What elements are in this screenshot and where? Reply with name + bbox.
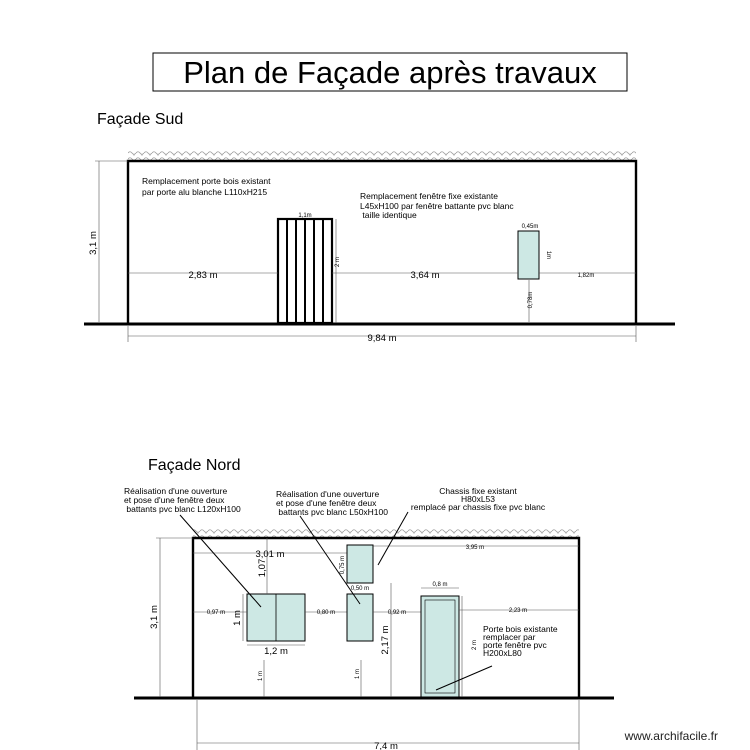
sud-door-note-2: par porte alu blanche L110xH215: [142, 187, 268, 197]
nord-chassis-width: 0,50 m: [350, 586, 370, 592]
nord-chassis-sill: 2,17 m: [380, 625, 391, 655]
sud-door: [278, 219, 332, 323]
nord-chassis-height: 0,75 m: [340, 555, 346, 575]
nord-door-note-3: porte fenêtre pvc: [483, 640, 547, 650]
nord-large-window-sill: 1 m: [258, 670, 264, 682]
nord-large-window-width: 1,2 m: [264, 646, 288, 657]
sud-window-note-2: L45xH100 par fenêtre battante pvc blanc: [360, 201, 514, 211]
nord-chassis: [347, 545, 373, 583]
sud-total-width: 9,84 m: [367, 333, 397, 344]
plan-title: Plan de Façade après travaux: [183, 55, 597, 90]
sud-roof: [128, 150, 636, 161]
nord-small-window-note-3: battants pvc blanc L50xH100: [276, 507, 388, 517]
facade-sud: [84, 111, 675, 344]
sud-dim-left-door: 2,83 m: [188, 270, 218, 281]
nord-small-window-note-2: et pose d'une fenêtre deux: [276, 498, 377, 508]
nord-dim-left-chassis: 3,01 m: [255, 549, 285, 560]
sud-window-note-1: Remplacement fenêtre fixe existante: [360, 191, 498, 201]
nord-door-width: 0,8 m: [432, 582, 448, 588]
sud-door-height: 2 m: [335, 256, 341, 268]
facade-nord-heading: Façade Nord: [148, 457, 241, 474]
nord-door-note-1: Porte bois existante: [483, 624, 558, 634]
nord-chassis-note-2: H80xL53: [460, 494, 496, 504]
sud-window-note-3: taille identique: [360, 210, 417, 220]
facade-nord: [124, 457, 614, 750]
facade-sud-heading: Façade Sud: [97, 111, 184, 128]
nord-total-width: 7,4 m: [374, 741, 398, 750]
sud-dim-door-window: 3,64 m: [410, 270, 440, 281]
nord-small-window-to-door: 0,92 m: [387, 610, 407, 616]
nord-chassis-note-3: remplacé par chassis fixe pvc blanc: [410, 502, 546, 512]
sud-window-height: 1m: [545, 250, 551, 260]
nord-small-window: [347, 594, 373, 641]
nord-door-note-4: H200xL80: [483, 648, 522, 658]
archifacile-watermark: www.archifacile.fr: [624, 729, 718, 743]
nord-chassis-note-1: Chassis fixe existant: [439, 486, 517, 496]
sud-window-sill: 0,78m: [528, 291, 534, 309]
nord-dim-chassis-right: 3,95 m: [465, 545, 485, 551]
sud-height-label: 3,1 m: [88, 231, 99, 255]
nord-left-to-window: 0,97 m: [206, 610, 226, 616]
nord-door: [421, 596, 459, 697]
sud-window: [518, 231, 539, 279]
nord-large-window-note-2: et pose d'une fenêtre deux: [124, 495, 225, 505]
nord-door-height: 2 m: [472, 639, 478, 651]
sud-door-width: 1,1m: [298, 213, 312, 219]
sud-window-width: 0,45m: [521, 224, 539, 230]
nord-large-window-height: 1 m: [232, 610, 243, 626]
nord-small-window-sill: 1 m: [355, 668, 361, 680]
nord-door-note-2: remplacer par: [483, 632, 536, 642]
nord-height-label: 3,1 m: [149, 605, 160, 629]
nord-large-window-note-3: battants pvc blanc L120xH100: [124, 504, 241, 514]
nord-top-to-window: 1,07: [257, 558, 268, 578]
nord-large-window-note-1: Réalisation d'une ouverture: [124, 486, 228, 496]
sud-door-note-1: Remplacement porte bois existant: [142, 176, 271, 186]
nord-window-gap: 0,80 m: [316, 610, 336, 616]
nord-door-to-right: 2,23 m: [508, 608, 528, 614]
nord-small-window-note-1: Réalisation d'une ouverture: [276, 489, 380, 499]
nord-roof: [193, 528, 579, 538]
sud-dim-window-right: 1,82m: [577, 273, 595, 279]
